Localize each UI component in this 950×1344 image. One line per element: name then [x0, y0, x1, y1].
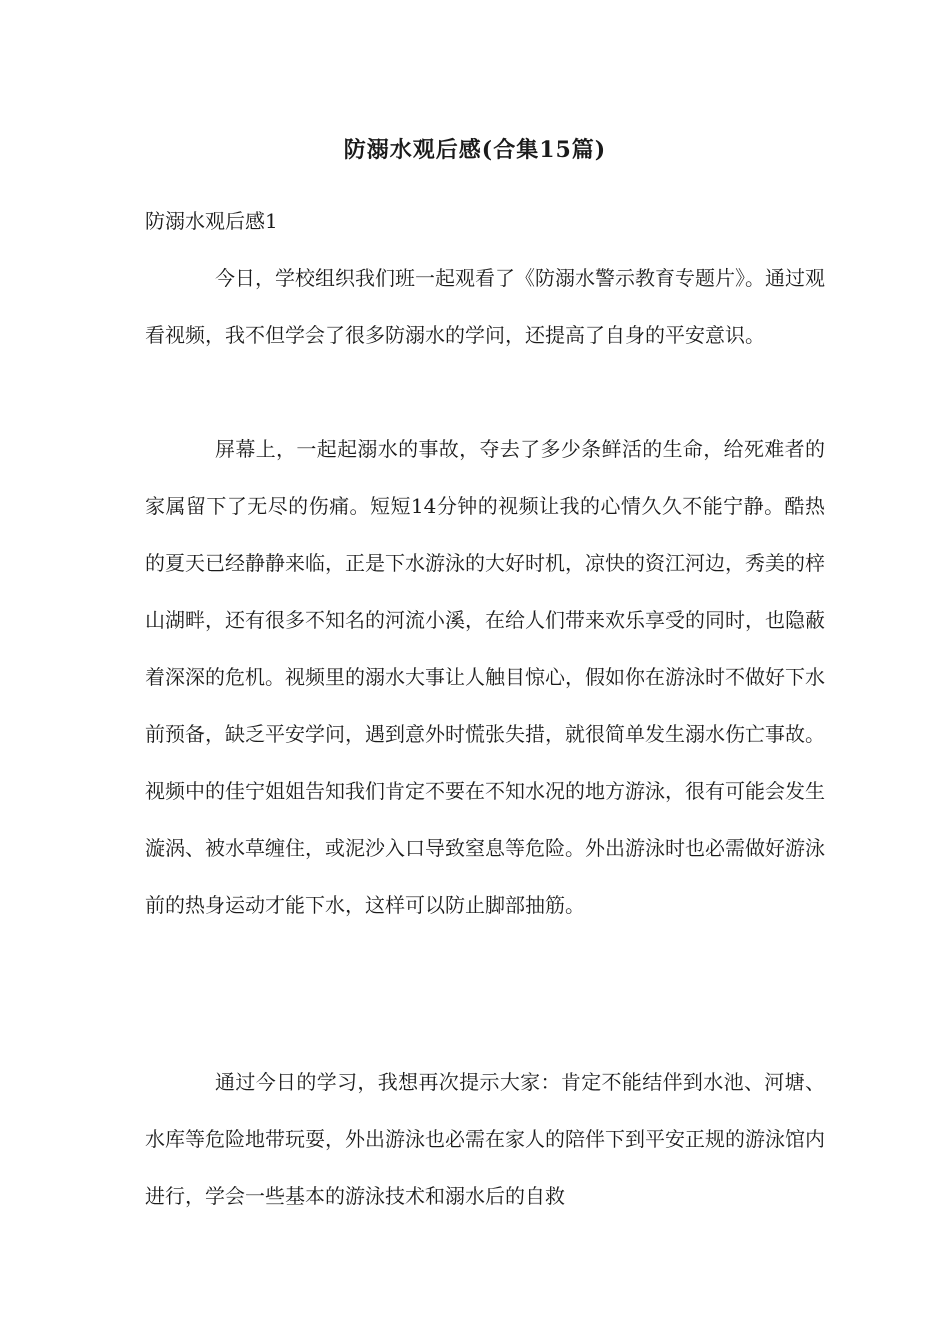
paragraph-1: 今日，学校组织我们班一起观看了《防溺水警示教育专题片》。通过观看视频，我不但学会了很多防溺水的学问，还提高了自身的平安意识。: [145, 266, 825, 347]
paragraph-2: 屏幕上，一起起溺水的事故，夺去了多少条鲜活的生命，给死难者的家属留下了无尽的伤痛。短短14分钟的视频让我的心情久久不能宁静。酷热的夏天已经静静来临，正是下水游泳的大好时机，凉快的资江河边，秀美的梓山湖畔，还有很多不知名的河流小溪，在给人们带来欢乐享受的同时，也隐蔽着深深的危机。视频里的溺水大事让人触目惊心，假如你在游泳时不做好下水前预备，缺乏平安学问，遇到意外时慌张失措，就很简单发生溺水伤亡事故。视频中的佳宁姐姐告知我们肯定不要在不知水况的地方游泳，很有可能会发生漩涡、被水草缠住，或泥沙入口导致窒息等危险。外出游泳时也必需做好游泳前的热身运动才能下水，这样可以防止脚部抽筋。: [145, 437, 825, 917]
paragraph-3: 通过今日的学习，我想再次提示大家：肯定不能结伴到水池、河塘、水库等危险地带玩耍，外出游泳也必需在家人的陪伴下到平安正规的游泳馆内进行，学会一些基本的游泳技术和溺水后的自救: [145, 1070, 825, 1208]
section-heading: 防溺水观后感1: [145, 209, 278, 233]
document-title: 防溺水观后感(合集15篇): [343, 137, 607, 163]
